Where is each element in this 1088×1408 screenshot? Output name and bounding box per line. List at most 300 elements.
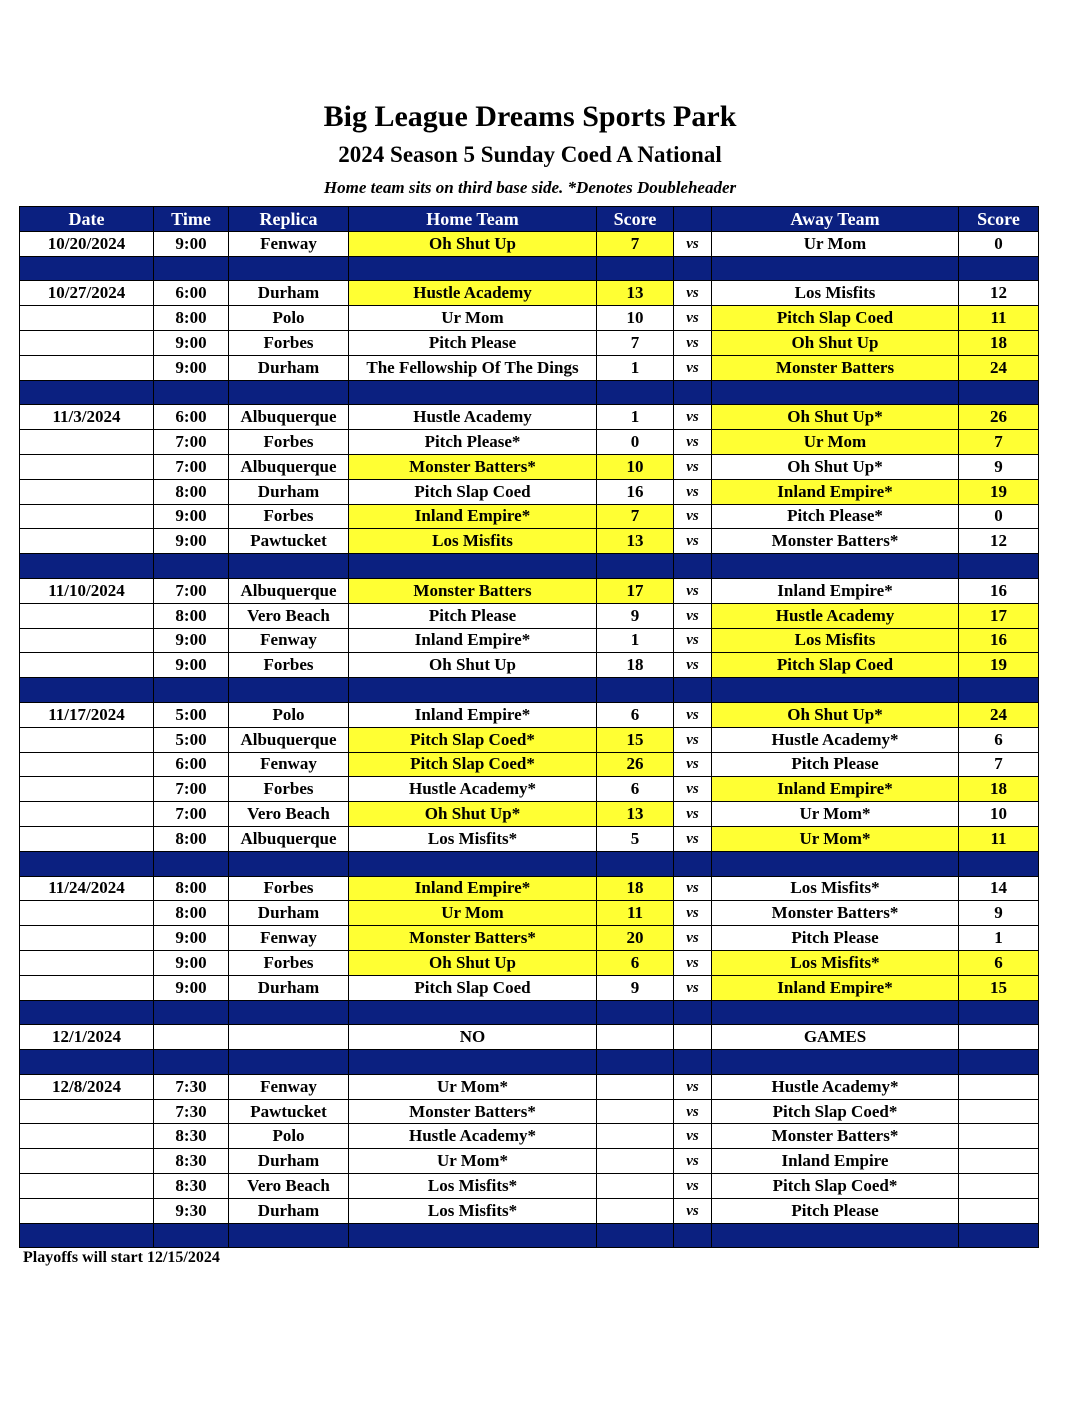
date-cell: 10/27/2024 (20, 281, 154, 306)
separator-cell (229, 1223, 349, 1248)
home-team-cell: Hustle Academy* (349, 777, 597, 802)
game-row (20, 777, 1039, 802)
date-cell (20, 752, 154, 777)
separator-cell (712, 1000, 959, 1025)
away-team-cell: Hustle Academy* (712, 1074, 959, 1099)
home-team-cell: Inland Empire* (349, 702, 597, 727)
vs-cell: vs (674, 901, 712, 926)
home-score-cell: 6 (597, 777, 674, 802)
replica-cell: Fenway (229, 752, 349, 777)
home-score-cell: 1 (597, 405, 674, 430)
time-cell: 9:00 (154, 950, 229, 975)
separator-cell (959, 851, 1039, 876)
date-cell (20, 802, 154, 827)
vs-cell: vs (674, 306, 712, 331)
away-team-cell: Inland Empire* (712, 777, 959, 802)
away-score-cell: 10 (959, 802, 1039, 827)
vs-cell: vs (674, 926, 712, 951)
separator-cell (349, 1223, 597, 1248)
replica-cell: Polo (229, 306, 349, 331)
header-home-score: Score (597, 207, 674, 232)
home-team-cell: Oh Shut Up (349, 231, 597, 256)
separator-cell (20, 380, 154, 405)
vs-cell: vs (674, 529, 712, 554)
separator-cell (154, 380, 229, 405)
away-team-cell: Ur Mom* (712, 802, 959, 827)
replica-cell: Durham (229, 355, 349, 380)
home-team-cell: Pitch Slap Coed* (349, 752, 597, 777)
home-score-cell: 7 (597, 231, 674, 256)
home-score-cell: 9 (597, 603, 674, 628)
vs-cell: vs (674, 231, 712, 256)
home-score-cell: 7 (597, 504, 674, 529)
away-team-cell: Pitch Please (712, 926, 959, 951)
home-team-cell: Ur Mom* (349, 1074, 597, 1099)
replica-cell: Vero Beach (229, 603, 349, 628)
away-score-cell: 9 (959, 901, 1039, 926)
separator-cell (154, 256, 229, 281)
time-cell: 5:00 (154, 727, 229, 752)
time-cell: 9:00 (154, 529, 229, 554)
separator-cell (229, 1000, 349, 1025)
date-cell (20, 826, 154, 851)
replica-cell: Albuquerque (229, 826, 349, 851)
time-cell: 8:30 (154, 1174, 229, 1199)
separator-cell (959, 1223, 1039, 1248)
page-title: Big League Dreams Sports Park (323, 100, 737, 133)
separator-cell (20, 1000, 154, 1025)
home-team-cell: Inland Empire* (349, 504, 597, 529)
time-cell: 5:00 (154, 702, 229, 727)
separator-cell (674, 851, 712, 876)
away-score-cell: 12 (959, 281, 1039, 306)
separator-cell (154, 1223, 229, 1248)
date-cell: 11/17/2024 (20, 702, 154, 727)
home-team-cell: Pitch Slap Coed (349, 975, 597, 1000)
home-team-cell: Oh Shut Up (349, 950, 597, 975)
date-cell (20, 628, 154, 653)
time-cell (154, 1025, 229, 1050)
game-row (20, 950, 1039, 975)
home-team-cell: The Fellowship Of The Dings (349, 355, 597, 380)
date-cell (20, 653, 154, 678)
vs-cell: vs (674, 1074, 712, 1099)
replica-cell: Durham (229, 1198, 349, 1223)
home-team-cell: Oh Shut Up* (349, 802, 597, 827)
game-row (20, 628, 1039, 653)
date-cell (20, 950, 154, 975)
date-cell: 12/8/2024 (20, 1074, 154, 1099)
time-cell: 7:30 (154, 1099, 229, 1124)
game-row (20, 430, 1039, 455)
time-cell: 7:00 (154, 802, 229, 827)
away-team-cell: Pitch Please (712, 752, 959, 777)
game-row (20, 504, 1039, 529)
away-score-cell: 0 (959, 231, 1039, 256)
time-cell: 8:00 (154, 603, 229, 628)
away-score-cell: 11 (959, 306, 1039, 331)
away-team-cell: Monster Batters (712, 355, 959, 380)
home-score-cell: 1 (597, 355, 674, 380)
away-team-cell: Pitch Please (712, 1198, 959, 1223)
time-cell: 9:00 (154, 926, 229, 951)
separator-cell (154, 1000, 229, 1025)
away-score-cell: 26 (959, 405, 1039, 430)
separator-cell (674, 1000, 712, 1025)
separator-cell (674, 554, 712, 579)
time-cell: 9:00 (154, 355, 229, 380)
table-header-row (20, 207, 1039, 232)
header-home-team: Home Team (349, 207, 597, 232)
away-score-cell (959, 1099, 1039, 1124)
separator-cell (229, 256, 349, 281)
game-row (20, 901, 1039, 926)
home-team-cell: Inland Empire* (349, 876, 597, 901)
separator-row (20, 1050, 1039, 1075)
away-score-cell: 11 (959, 826, 1039, 851)
time-cell: 9:00 (154, 628, 229, 653)
replica-cell: Vero Beach (229, 1174, 349, 1199)
game-row (20, 752, 1039, 777)
home-team-cell: Monster Batters* (349, 454, 597, 479)
date-cell (20, 901, 154, 926)
away-score-cell: 7 (959, 430, 1039, 455)
replica-cell: Fenway (229, 926, 349, 951)
vs-cell: vs (674, 405, 712, 430)
separator-cell (597, 1050, 674, 1075)
time-cell: 9:00 (154, 231, 229, 256)
home-score-cell (597, 1174, 674, 1199)
separator-cell (349, 1000, 597, 1025)
away-score-cell (959, 1124, 1039, 1149)
date-cell (20, 1124, 154, 1149)
vs-cell: vs (674, 653, 712, 678)
away-score-cell (959, 1198, 1039, 1223)
home-team-cell: Pitch Slap Coed* (349, 727, 597, 752)
time-cell: 8:00 (154, 826, 229, 851)
separator-cell (712, 678, 959, 703)
replica-cell: Durham (229, 479, 349, 504)
header-time: Time (154, 207, 229, 232)
away-team-cell: GAMES (712, 1025, 959, 1050)
away-score-cell: 17 (959, 603, 1039, 628)
time-cell: 9:00 (154, 653, 229, 678)
home-score-cell: 26 (597, 752, 674, 777)
away-score-cell: 19 (959, 479, 1039, 504)
replica-cell (229, 1025, 349, 1050)
separator-cell (959, 554, 1039, 579)
home-score-cell: 15 (597, 727, 674, 752)
time-cell: 7:00 (154, 578, 229, 603)
away-score-cell (959, 1149, 1039, 1174)
away-score-cell: 14 (959, 876, 1039, 901)
separator-cell (229, 851, 349, 876)
game-row (20, 1025, 1039, 1050)
home-team-cell: Oh Shut Up (349, 653, 597, 678)
time-cell: 7:00 (154, 430, 229, 455)
separator-cell (674, 1223, 712, 1248)
separator-cell (674, 678, 712, 703)
home-team-cell: Los Misfits* (349, 826, 597, 851)
vs-cell: vs (674, 975, 712, 1000)
replica-cell: Durham (229, 901, 349, 926)
separator-cell (597, 554, 674, 579)
date-cell (20, 603, 154, 628)
home-team-cell: Monster Batters* (349, 926, 597, 951)
away-score-cell: 6 (959, 727, 1039, 752)
away-team-cell: Hustle Academy (712, 603, 959, 628)
game-row (20, 653, 1039, 678)
replica-cell: Albuquerque (229, 578, 349, 603)
home-team-cell: Ur Mom* (349, 1149, 597, 1174)
replica-cell: Vero Beach (229, 802, 349, 827)
vs-cell: vs (674, 1099, 712, 1124)
separator-cell (154, 1050, 229, 1075)
time-cell: 9:30 (154, 1198, 229, 1223)
schedule-note: Home team sits on third base side. *Denotes Doubleheader (323, 178, 737, 197)
separator-cell (959, 1000, 1039, 1025)
away-score-cell: 12 (959, 529, 1039, 554)
home-score-cell (597, 1025, 674, 1050)
vs-cell: vs (674, 603, 712, 628)
game-row (20, 826, 1039, 851)
playoffs-note: Playoffs will start 12/15/2024 (23, 1249, 220, 1266)
home-team-cell: Monster Batters* (349, 1099, 597, 1124)
replica-cell: Fenway (229, 1074, 349, 1099)
away-team-cell: Pitch Slap Coed* (712, 1174, 959, 1199)
away-score-cell: 15 (959, 975, 1039, 1000)
date-cell (20, 727, 154, 752)
game-row (20, 454, 1039, 479)
separator-cell (712, 851, 959, 876)
date-cell (20, 926, 154, 951)
away-team-cell: Pitch Slap Coed (712, 306, 959, 331)
away-team-cell: Inland Empire* (712, 975, 959, 1000)
vs-cell: vs (674, 1149, 712, 1174)
separator-cell (349, 380, 597, 405)
home-team-cell: Hustle Academy (349, 281, 597, 306)
away-team-cell: Monster Batters* (712, 901, 959, 926)
game-row (20, 975, 1039, 1000)
time-cell: 8:00 (154, 901, 229, 926)
vs-cell: vs (674, 1198, 712, 1223)
away-score-cell: 16 (959, 628, 1039, 653)
separator-row (20, 678, 1039, 703)
away-score-cell: 0 (959, 504, 1039, 529)
separator-cell (349, 554, 597, 579)
time-cell: 7:00 (154, 454, 229, 479)
separator-cell (20, 1223, 154, 1248)
separator-cell (959, 256, 1039, 281)
separator-cell (20, 851, 154, 876)
vs-cell: vs (674, 1124, 712, 1149)
vs-cell: vs (674, 281, 712, 306)
vs-cell: vs (674, 826, 712, 851)
home-team-cell: Los Misfits* (349, 1174, 597, 1199)
replica-cell: Polo (229, 702, 349, 727)
home-score-cell: 18 (597, 653, 674, 678)
time-cell: 7:00 (154, 777, 229, 802)
away-team-cell: Oh Shut Up* (712, 405, 959, 430)
vs-cell: vs (674, 777, 712, 802)
game-row (20, 330, 1039, 355)
replica-cell: Forbes (229, 430, 349, 455)
home-score-cell: 13 (597, 281, 674, 306)
separator-row (20, 380, 1039, 405)
separator-cell (20, 1050, 154, 1075)
away-score-cell: 24 (959, 355, 1039, 380)
home-score-cell: 7 (597, 330, 674, 355)
game-row (20, 355, 1039, 380)
separator-cell (597, 678, 674, 703)
game-row (20, 1074, 1039, 1099)
home-score-cell (597, 1149, 674, 1174)
away-team-cell: Hustle Academy* (712, 727, 959, 752)
page-subtitle: 2024 Season 5 Sunday Coed A National (338, 142, 722, 167)
home-score-cell: 6 (597, 950, 674, 975)
away-score-cell: 19 (959, 653, 1039, 678)
home-score-cell: 16 (597, 479, 674, 504)
game-row (20, 1099, 1039, 1124)
separator-cell (712, 1223, 959, 1248)
game-row (20, 529, 1039, 554)
game-row (20, 727, 1039, 752)
separator-cell (229, 380, 349, 405)
vs-cell: vs (674, 504, 712, 529)
vs-cell: vs (674, 1174, 712, 1199)
schedule-table (19, 206, 1039, 1248)
separator-cell (154, 554, 229, 579)
date-cell (20, 1198, 154, 1223)
time-cell: 8:00 (154, 479, 229, 504)
separator-cell (712, 380, 959, 405)
vs-cell: vs (674, 355, 712, 380)
game-row (20, 578, 1039, 603)
time-cell: 7:30 (154, 1074, 229, 1099)
separator-row (20, 554, 1039, 579)
vs-cell: vs (674, 702, 712, 727)
date-cell (20, 529, 154, 554)
date-cell (20, 479, 154, 504)
separator-cell (349, 851, 597, 876)
home-team-cell: Hustle Academy (349, 405, 597, 430)
home-team-cell: Hustle Academy* (349, 1124, 597, 1149)
date-cell: 12/1/2024 (20, 1025, 154, 1050)
header-replica: Replica (229, 207, 349, 232)
time-cell: 9:00 (154, 504, 229, 529)
home-score-cell: 18 (597, 876, 674, 901)
separator-cell (959, 678, 1039, 703)
home-team-cell: Pitch Please (349, 330, 597, 355)
home-team-cell: Ur Mom (349, 306, 597, 331)
time-cell: 8:00 (154, 306, 229, 331)
separator-cell (597, 1223, 674, 1248)
home-score-cell: 10 (597, 454, 674, 479)
separator-cell (674, 1050, 712, 1075)
separator-row (20, 1223, 1039, 1248)
away-score-cell: 6 (959, 950, 1039, 975)
separator-cell (712, 256, 959, 281)
time-cell: 8:30 (154, 1149, 229, 1174)
home-score-cell: 20 (597, 926, 674, 951)
replica-cell: Forbes (229, 950, 349, 975)
away-team-cell: Monster Batters* (712, 1124, 959, 1149)
game-row (20, 306, 1039, 331)
time-cell: 6:00 (154, 752, 229, 777)
away-team-cell: Oh Shut Up* (712, 454, 959, 479)
date-cell: 11/10/2024 (20, 578, 154, 603)
game-row (20, 231, 1039, 256)
home-score-cell: 5 (597, 826, 674, 851)
vs-cell: vs (674, 479, 712, 504)
away-score-cell: 7 (959, 752, 1039, 777)
date-cell: 11/24/2024 (20, 876, 154, 901)
separator-cell (674, 380, 712, 405)
time-cell: 6:00 (154, 405, 229, 430)
separator-cell (597, 851, 674, 876)
game-row (20, 876, 1039, 901)
vs-cell: vs (674, 802, 712, 827)
away-team-cell: Pitch Slap Coed (712, 653, 959, 678)
home-score-cell: 1 (597, 628, 674, 653)
away-team-cell: Inland Empire (712, 1149, 959, 1174)
away-team-cell: Oh Shut Up (712, 330, 959, 355)
away-team-cell: Inland Empire* (712, 578, 959, 603)
game-row (20, 405, 1039, 430)
time-cell: 6:00 (154, 281, 229, 306)
replica-cell: Forbes (229, 777, 349, 802)
vs-cell (674, 1025, 712, 1050)
replica-cell: Durham (229, 975, 349, 1000)
game-row (20, 479, 1039, 504)
vs-cell: vs (674, 727, 712, 752)
home-score-cell: 6 (597, 702, 674, 727)
separator-cell (229, 1050, 349, 1075)
home-score-cell: 13 (597, 802, 674, 827)
date-cell (20, 504, 154, 529)
separator-cell (597, 380, 674, 405)
away-team-cell: Los Misfits* (712, 876, 959, 901)
vs-cell: vs (674, 950, 712, 975)
away-team-cell: Ur Mom (712, 430, 959, 455)
separator-cell (959, 1050, 1039, 1075)
separator-row (20, 256, 1039, 281)
home-team-cell: Ur Mom (349, 901, 597, 926)
replica-cell: Fenway (229, 231, 349, 256)
separator-cell (20, 678, 154, 703)
date-cell (20, 1174, 154, 1199)
replica-cell: Albuquerque (229, 405, 349, 430)
date-cell (20, 777, 154, 802)
home-team-cell: Los Misfits (349, 529, 597, 554)
home-score-cell: 13 (597, 529, 674, 554)
game-row (20, 702, 1039, 727)
away-score-cell: 18 (959, 330, 1039, 355)
game-row (20, 1174, 1039, 1199)
separator-cell (959, 380, 1039, 405)
date-cell: 10/20/2024 (20, 231, 154, 256)
away-score-cell: 16 (959, 578, 1039, 603)
home-team-cell: Los Misfits* (349, 1198, 597, 1223)
separator-row (20, 851, 1039, 876)
game-row (20, 802, 1039, 827)
vs-cell: vs (674, 876, 712, 901)
game-row (20, 603, 1039, 628)
replica-cell: Forbes (229, 653, 349, 678)
away-team-cell: Ur Mom* (712, 826, 959, 851)
away-score-cell (959, 1174, 1039, 1199)
away-score-cell: 1 (959, 926, 1039, 951)
